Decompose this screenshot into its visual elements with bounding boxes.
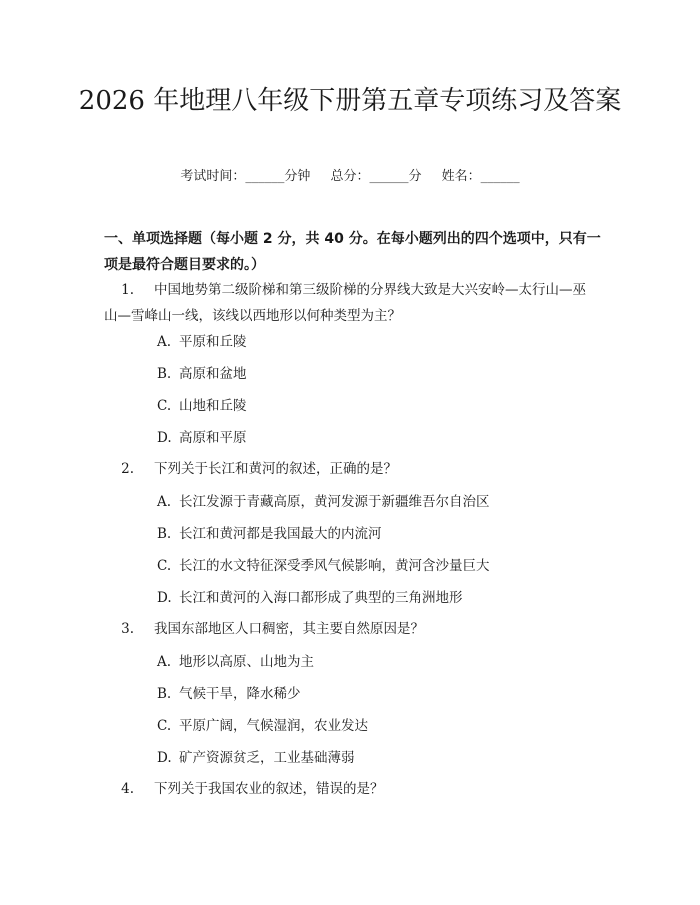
question-text-line1: 我国东部地区人口稠密，其主要自然原因是？ [154, 621, 424, 637]
option-3a [157, 652, 577, 672]
option-1b [157, 364, 577, 384]
option-1c [157, 396, 577, 416]
question-number: 1. [121, 282, 134, 298]
option-2a [157, 492, 577, 512]
option-2c [157, 556, 577, 576]
option-text: 高原和盆地 [179, 366, 247, 382]
option-text: 平原和丘陵 [179, 334, 247, 350]
option-1a [157, 332, 577, 352]
option-3b [157, 684, 577, 704]
option-text: 长江和黄河都是我国最大的内流河 [179, 526, 382, 542]
option-letter: A. [157, 334, 172, 350]
option-text: 高原和平原 [179, 430, 247, 446]
option-letter: B. [157, 526, 172, 542]
option-2d [157, 588, 577, 608]
question-number: 4. [121, 781, 134, 797]
question-text-line1: 下列关于我国农业的叙述，错误的是？ [154, 781, 384, 797]
option-text: 地形以高原、山地为主 [179, 654, 314, 670]
option-text: 矿产资源贫乏，工业基础薄弱 [179, 750, 355, 766]
option-letter: C. [157, 398, 172, 414]
option-text: 长江和黄河的入海口都形成了典型的三角洲地形 [179, 590, 463, 606]
total-score-field: 总分：______分 [330, 169, 422, 184]
question-number: 3. [121, 621, 134, 637]
option-3c [157, 716, 577, 736]
option-text: 山地和丘陵 [179, 398, 247, 414]
option-letter: A. [157, 494, 172, 510]
option-letter: B. [157, 686, 172, 702]
option-text: 平原广阔，气候湿润，农业发达 [179, 718, 368, 734]
option-text: 长江发源于青藏高原，黄河发源于新疆维吾尔自治区 [179, 494, 490, 510]
option-2b [157, 524, 577, 544]
option-text: 长江的水文特征深受季风气候影响，黄河含沙量巨大 [179, 558, 490, 574]
document-title: 2026 年地理八年级下册第五章专项练习及答案 [78, 86, 622, 116]
question-text-line1: 下列关于长江和黄河的叙述，正确的是？ [154, 461, 397, 477]
question-4 [104, 776, 604, 802]
option-letter: C. [157, 718, 172, 734]
option-letter: D. [157, 590, 172, 606]
student-name-field: 姓名：______ [441, 169, 520, 184]
option-letter: C. [157, 558, 172, 574]
question-2 [104, 456, 604, 482]
section-heading: 一、单项选择题（每小题 2 分，共 40 分。在每小题列出的四个选项中，只有一项是最符合题目要求的。） [104, 231, 601, 273]
exam-time-field: 考试时间：______分钟 [180, 169, 311, 184]
option-1d [157, 428, 577, 448]
question-3 [104, 616, 604, 642]
exam-meta [0, 168, 700, 186]
option-3d [157, 748, 577, 768]
option-letter: A. [157, 654, 172, 670]
option-text: 气候干旱，降水稀少 [179, 686, 301, 702]
option-letter: D. [157, 750, 172, 766]
question-text-line1: 中国地势第二级阶梯和第三级阶梯的分界线大致是大兴安岭—太行山—巫 [154, 282, 586, 298]
option-letter: D. [157, 430, 172, 446]
question-number: 2. [121, 461, 134, 477]
question-text-line2: 山—雪峰山一线，该线以西地形以何种类型为主？ [104, 308, 401, 324]
option-letter: B. [157, 366, 172, 382]
question-1 [104, 277, 604, 329]
